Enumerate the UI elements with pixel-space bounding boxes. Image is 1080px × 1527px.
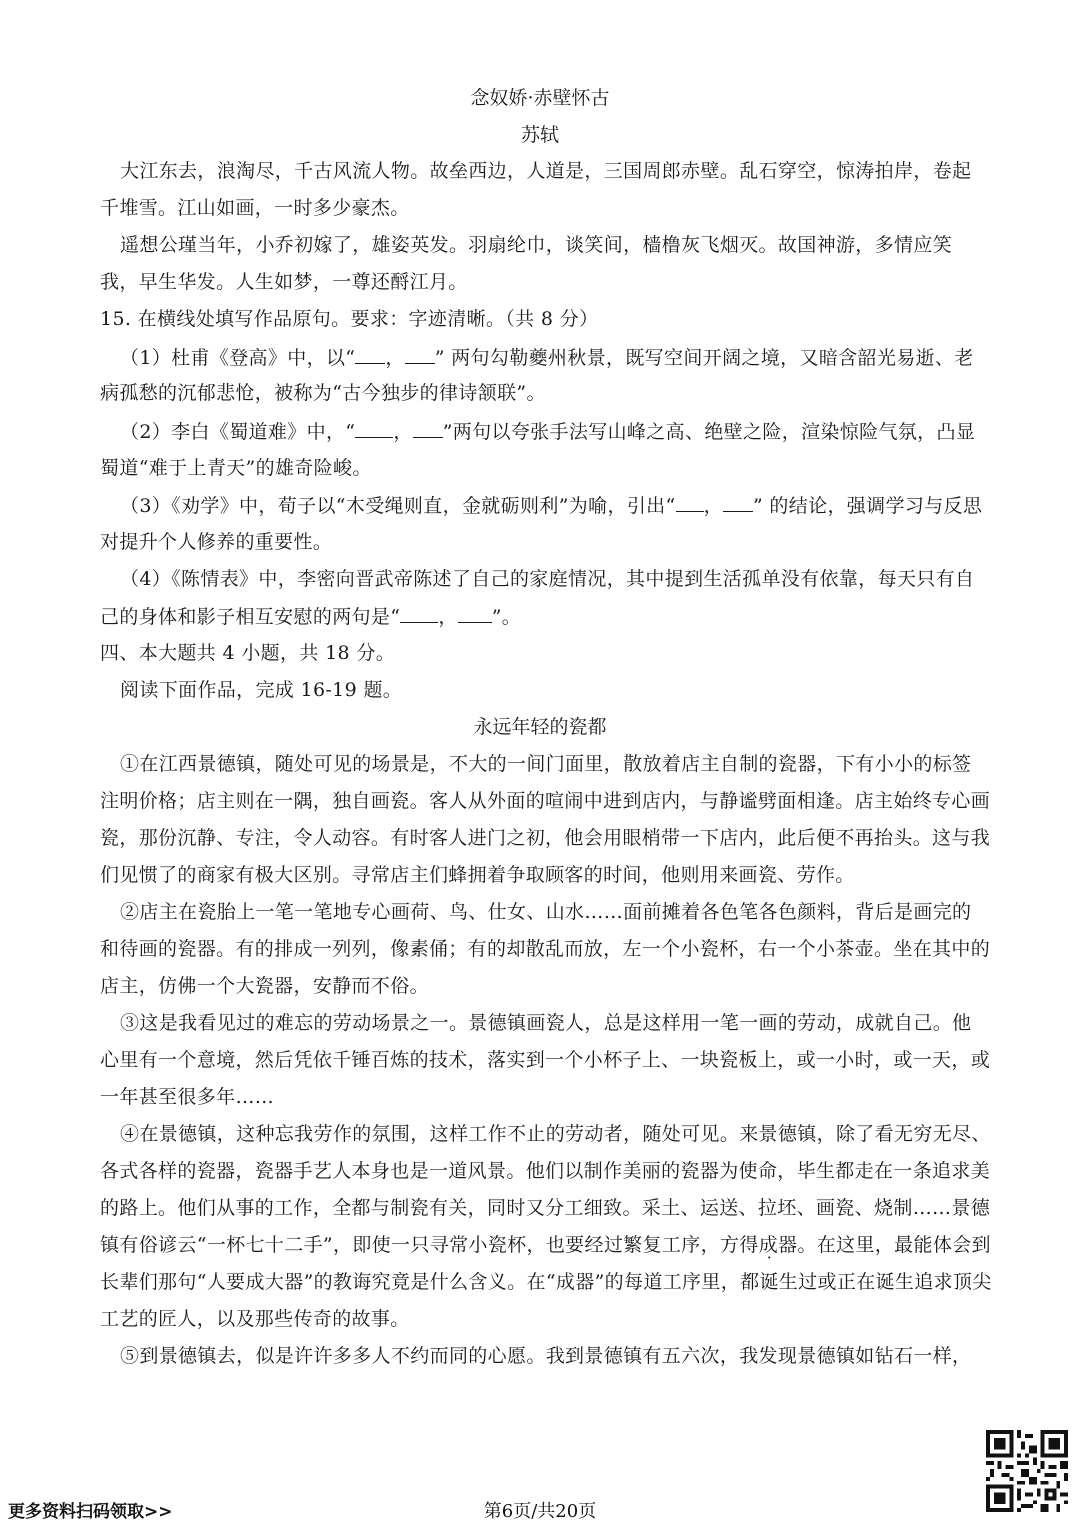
q15-item-2 — [120, 419, 975, 444]
line-text: 镇有俗谚云“一杯七十二手”，即使一只寻常小瓷杯，也要经过繁复工序，方得 — [100, 1234, 759, 1256]
poem-line: 大江东去，浪淘尽，千古风流人物。故垒西边，人道是，三国周郎赤壁。乱石穿空，惊涛拍岸，卷起 — [120, 160, 972, 182]
item-text: ”。 — [491, 606, 522, 628]
essay-line: 心里有一个意境，然后凭依千锤百炼的技术，落实到一个小杯子上、一块瓷板上，或一小时，或一天，或 — [100, 1049, 991, 1071]
essay-title: 永远年轻的瓷都 — [473, 716, 607, 738]
poem-line: 遥想公瑾当年，小乔初嫁了，雄姿英发。羽扇纶巾，谈笑间，樯橹灰飞烟灭。故国神游，多情应笑 — [120, 234, 953, 256]
footer-promo-link[interactable]: 更多资料扫码领取>> — [8, 1502, 173, 1522]
answer-blank[interactable] — [400, 604, 438, 623]
item-text: ”两句以夸张手法写山峰之高、绝壁之险，渲染惊险气氛，凸显 — [442, 421, 976, 443]
q15-item-1-cont: 病孤愁的沉郁悲怆，被称为“古今独步的律诗颔联”。 — [100, 382, 546, 404]
q15-item-1 — [120, 345, 974, 370]
item-text: （1）杜甫《登高》中，以“ — [120, 347, 356, 369]
emphasized-word: 成器 — [758, 1234, 798, 1256]
item-text: ” 两句勾勒夔州秋景，既写空间开阔之境，又暗含韶光易逝、老 — [434, 347, 974, 369]
answer-blank[interactable] — [458, 604, 492, 623]
answer-blank[interactable] — [355, 345, 385, 364]
line-text: 。在这里，最能体会到 — [797, 1234, 991, 1256]
essay-line: ③这是我看见过的难忘的劳动场景之一。景德镇画瓷人，总是这样用一笔一画的劳动，成就自己。他 — [120, 1012, 972, 1034]
answer-blank[interactable] — [676, 493, 704, 512]
essay-line: 一年甚至很多年…… — [100, 1086, 275, 1108]
item-text: ” 的结论，强调学习与反思 — [752, 495, 983, 517]
section-4-heading: 四、本大题共 4 小题，共 18 分。 — [100, 642, 396, 664]
item-text: ， — [438, 606, 458, 628]
answer-blank[interactable] — [355, 419, 393, 438]
answer-blank[interactable] — [723, 493, 753, 512]
essay-line: 各式各样的瓷器，瓷器手艺人本身也是一道风景。他们以制作美丽的瓷器为使命，毕生都走在一条追求美 — [100, 1160, 991, 1182]
q15-item-3 — [120, 493, 982, 518]
essay-line: ⑤到景德镇去，似是许许多多人不约而同的心愿。我到景德镇有五六次，我发现景德镇如钻石一样， — [120, 1345, 972, 1367]
item-text: 己的身体和影子相互安慰的两句是“ — [100, 606, 401, 628]
item-text: ， — [385, 347, 405, 369]
item-text: （2）李白《蜀道难》中，“ — [120, 421, 356, 443]
question-15-heading: 15. 在横线处填写作品原句。要求：字迹清晰。（共 8 分） — [100, 308, 599, 330]
section-4-instruction: 阅读下面作品，完成 16-19 题。 — [120, 679, 403, 701]
item-text: ， — [393, 421, 413, 443]
essay-line: 瓷，那份沉静、专注，令人动容。有时客人进门之初，他会用眼梢带一下店内，此后便不再抬头。这与我 — [100, 827, 991, 849]
essay-line — [100, 1233, 991, 1257]
poem-line: 我，早生华发。人生如梦，一尊还酹江月。 — [100, 271, 468, 293]
answer-blank[interactable] — [405, 345, 435, 364]
essay-line: 店主，仿佛一个大瓷器，安静而不俗。 — [100, 975, 429, 997]
page-number: 第6页/共20页 — [483, 1501, 597, 1522]
q15-item-3-cont: 对提升个人修养的重要性。 — [100, 531, 333, 553]
item-text: （3）《劝学》中，荀子以“木受绳则直，金就砺则利”为喻，引出“ — [120, 495, 676, 517]
essay-line: 工艺的匠人，以及那些传奇的故事。 — [100, 1308, 410, 1330]
poem-line: 千堆雪。江山如画，一时多少豪杰。 — [100, 197, 410, 219]
essay-line: 和待画的瓷器。有的排成一列列，像素俑；有的却散乱而放，左一个小瓷杯，右一个小茶壶。坐在其中的 — [100, 938, 991, 960]
q15-item-4-cont — [100, 604, 521, 629]
essay-line: ②店主在瓷胎上一笔一笔地专心画荷、鸟、仕女、山水……面前摊着各色笔各色颜料，背后是画完的 — [120, 901, 972, 923]
essay-line: ④在景德镇，这种忘我劳作的氛围，这样工作不止的劳动者，随处可见。来景德镇，除了看无穷无尽、 — [120, 1123, 991, 1145]
essay-line: ①在江西景德镇，随处可见的场景是，不大的一间门面里，散放着店主自制的瓷器，下有小小的标签 — [120, 753, 972, 775]
item-text: ， — [703, 495, 723, 517]
poem-title: 念奴娇·赤壁怀古 — [470, 87, 610, 109]
essay-line: 的路上。他们从事的工作，全都与制瓷有关，同时又分工细致。采土、运送、拉坯、画瓷、烧制……景德 — [100, 1197, 991, 1219]
poem-author: 苏轼 — [520, 124, 559, 146]
essay-line: 长辈们那句“人要成大器”的教诲究竟是什么含义。在“成器”的每道工序里，都诞生过或正在诞生追求顶尖 — [100, 1271, 992, 1293]
q15-item-2-cont: 蜀道“难于上青天”的雄奇险峻。 — [100, 457, 372, 479]
essay-line: 注明价格；店主则在一隅，独自画瓷。客人从外面的喧闹中进到店内，与静谧劈面相逢。店主始终专心画 — [100, 790, 991, 812]
answer-blank[interactable] — [413, 419, 443, 438]
essay-line: 们见惯了的商家有极大区别。寻常店主们蜂拥着争取顾客的时间，他则用来画瓷、劳作。 — [100, 864, 855, 886]
q15-item-4: （4）《陈情表》中，李密向晋武帝陈述了自己的家庭情况，其中提到生活孤单没有依靠，每天只有自 — [120, 568, 975, 590]
